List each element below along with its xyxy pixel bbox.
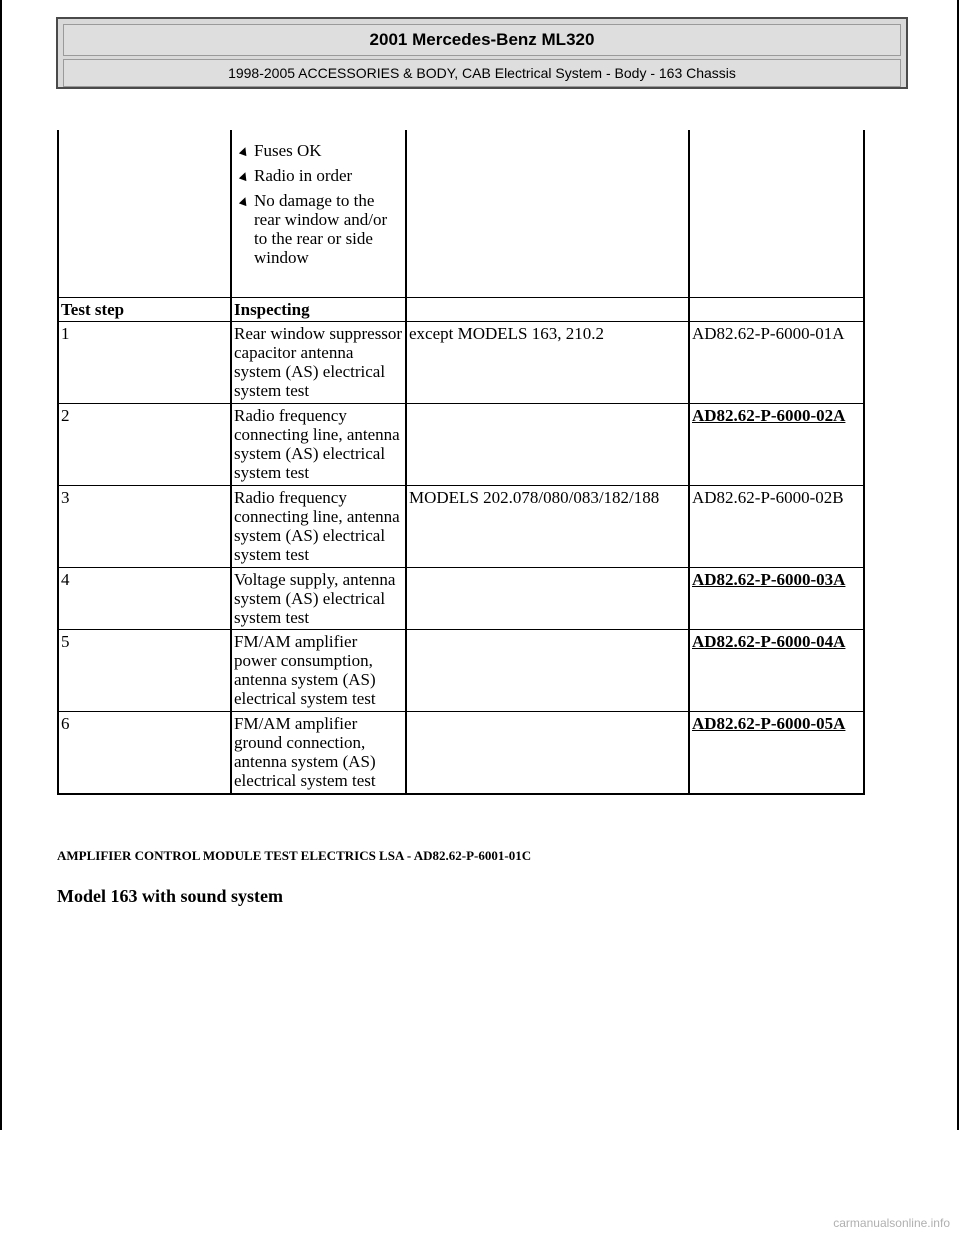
table-row xyxy=(58,404,864,486)
reference-cell xyxy=(689,404,864,486)
prerequisites-cell xyxy=(231,130,406,298)
list-item: Fuses OK xyxy=(252,141,403,160)
table-cell xyxy=(58,130,231,298)
column-header-test-step: Test step xyxy=(58,298,231,322)
condition-text xyxy=(406,630,689,712)
page-border-right xyxy=(957,0,959,1130)
site-watermark: carmanualsonline.info xyxy=(833,1216,950,1230)
header-title: 2001 Mercedes-Benz ML320 xyxy=(63,24,901,56)
reference-text: AD82.62-P-6000-02B xyxy=(689,486,864,568)
inspecting-text: Radio frequency connecting line, antenna system (AS) electrical system test xyxy=(231,486,406,568)
header-subtitle: 1998-2005 ACCESSORIES & BODY, CAB Electrical System - Body - 163 Chassis xyxy=(63,59,901,87)
list-item: Radio in order xyxy=(252,166,403,185)
condition-text: MODELS 202.078/080/083/182/188 xyxy=(406,486,689,568)
reference-cell xyxy=(689,630,864,712)
prerequisites-list xyxy=(234,132,403,267)
prerequisites-row xyxy=(58,130,864,298)
test-steps-table-wrapper xyxy=(57,130,863,795)
condition-text xyxy=(406,404,689,486)
section-subheading: Model 163 with sound system xyxy=(57,886,284,906)
step-number: 3 xyxy=(58,486,231,568)
table-cell xyxy=(689,298,864,322)
inspecting-text: FM/AM amplifier ground connection, antenna system (AS) electrical system test xyxy=(231,712,406,795)
reference-link[interactable]: AD82.62-P-6000-05A xyxy=(692,714,846,733)
step-number: 2 xyxy=(58,404,231,486)
inspecting-text: Voltage supply, antenna system (AS) electrical system test xyxy=(231,568,406,630)
table-cell xyxy=(689,130,864,298)
step-number: 1 xyxy=(58,322,231,404)
table-row xyxy=(58,630,864,712)
table-header-row xyxy=(58,298,864,322)
figure-caption: AMPLIFIER CONTROL MODULE TEST ELECTRICS LSA - AD82.62-P-6001-01C xyxy=(57,848,532,863)
inspecting-text: FM/AM amplifier power consumption, antenna system (AS) electrical system test xyxy=(231,630,406,712)
table-cell xyxy=(406,130,689,298)
column-header-inspecting: Inspecting xyxy=(231,298,406,322)
table-row xyxy=(58,322,864,404)
table-row xyxy=(58,486,864,568)
reference-link[interactable]: AD82.62-P-6000-02A xyxy=(692,406,846,425)
table-row xyxy=(58,712,864,795)
reference-cell xyxy=(689,712,864,795)
table-cell xyxy=(406,298,689,322)
table-row xyxy=(58,568,864,630)
reference-link[interactable]: AD82.62-P-6000-04A xyxy=(692,632,846,651)
inspecting-text: Rear window suppressor capacitor antenna system (AS) electrical system test xyxy=(231,322,406,404)
document-header xyxy=(56,17,908,89)
reference-text: AD82.62-P-6000-01A xyxy=(689,322,864,404)
reference-link[interactable]: AD82.62-P-6000-03A xyxy=(692,570,846,589)
step-number: 5 xyxy=(58,630,231,712)
page-border-left xyxy=(0,0,2,1130)
reference-cell xyxy=(689,568,864,630)
inspecting-text: Radio frequency connecting line, antenna system (AS) electrical system test xyxy=(231,404,406,486)
list-item: No damage to the rear window and/or to the rear or side window xyxy=(252,191,403,267)
step-number: 6 xyxy=(58,712,231,795)
condition-text: except MODELS 163, 210.2 xyxy=(406,322,689,404)
condition-text xyxy=(406,712,689,795)
step-number: 4 xyxy=(58,568,231,630)
test-steps-table xyxy=(57,130,865,795)
condition-text xyxy=(406,568,689,630)
